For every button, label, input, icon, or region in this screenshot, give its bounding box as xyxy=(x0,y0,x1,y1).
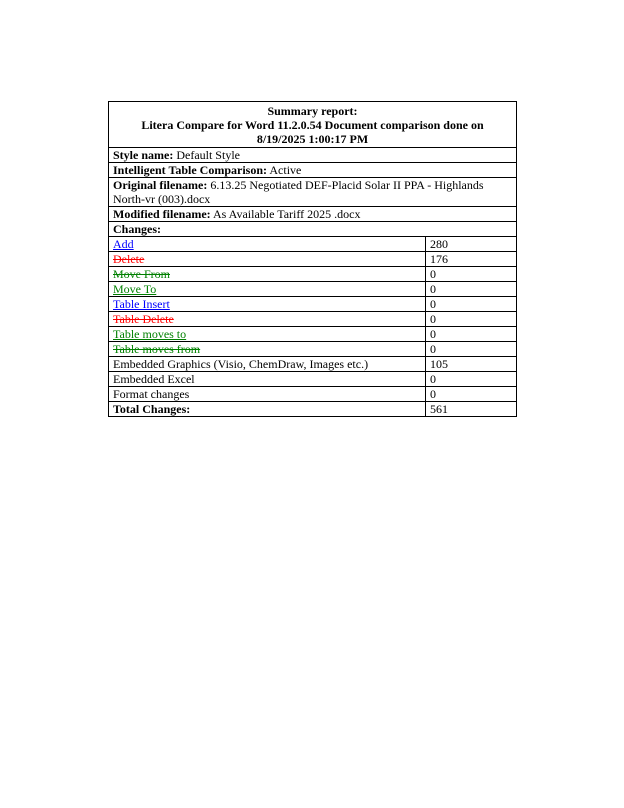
modified-filename-row xyxy=(109,207,517,222)
table-comparison-value: Active xyxy=(269,163,302,177)
changes-label: Changes: xyxy=(113,222,162,236)
table-row xyxy=(109,282,517,297)
change-label-embedded-graphics: Embedded Graphics (Visio, ChemDraw, Images etc.) xyxy=(113,357,369,371)
table-row xyxy=(109,252,517,267)
title-line-2: Litera Compare for Word 11.2.0.54 Document comparison done on xyxy=(141,118,484,132)
change-label-table-delete: Table Delete xyxy=(113,312,174,326)
original-filename-label: Original filename: xyxy=(113,178,208,192)
table-row xyxy=(109,357,517,372)
change-value-delete: 176 xyxy=(426,252,517,267)
table-row xyxy=(109,372,517,387)
change-value-move-to: 0 xyxy=(426,282,517,297)
change-value-add: 280 xyxy=(426,237,517,252)
changes-header-row xyxy=(109,222,517,237)
table-row xyxy=(109,297,517,312)
change-value-table-moves-to: 0 xyxy=(426,327,517,342)
original-filename-value: 6.13.25 Negotiated DEF-Placid Solar II PPA - Highlands North-vr (003).docx xyxy=(113,178,484,206)
total-changes-label: Total Changes: xyxy=(113,402,191,416)
original-filename-row xyxy=(109,178,517,207)
change-label-move-to: Move To xyxy=(113,282,157,296)
change-label-embedded-excel: Embedded Excel xyxy=(113,372,195,386)
table-row xyxy=(109,237,517,252)
change-value-embedded-graphics: 105 xyxy=(426,357,517,372)
table-row xyxy=(109,387,517,402)
total-changes-value: 561 xyxy=(426,402,517,417)
change-label-delete: Delete xyxy=(113,252,145,266)
change-label-table-insert: Table Insert xyxy=(113,297,170,311)
report-title xyxy=(109,102,517,148)
table-row xyxy=(109,312,517,327)
table-row xyxy=(109,267,517,282)
change-value-embedded-excel: 0 xyxy=(426,372,517,387)
change-label-table-moves-to: Table moves to xyxy=(113,327,187,341)
title-line-1: Summary report: xyxy=(267,104,358,118)
change-label-format-changes: Format changes xyxy=(113,387,190,401)
table-row xyxy=(109,327,517,342)
total-changes-row xyxy=(109,402,517,417)
table-row xyxy=(109,342,517,357)
title-row xyxy=(109,102,517,148)
change-label-add: Add xyxy=(113,237,134,251)
title-line-3: 8/19/2025 1:00:17 PM xyxy=(256,132,369,146)
modified-filename-label: Modified filename: xyxy=(113,207,211,221)
change-value-table-delete: 0 xyxy=(426,312,517,327)
style-name-label: Style name: xyxy=(113,148,174,162)
table-comparison-row xyxy=(109,163,517,178)
change-label-move-from: Move From xyxy=(113,267,170,281)
table-comparison-label: Intelligent Table Comparison: xyxy=(113,163,268,177)
change-value-format-changes: 0 xyxy=(426,387,517,402)
style-name-row xyxy=(109,148,517,163)
change-label-table-moves-from: Table moves from xyxy=(113,342,201,356)
change-value-table-moves-from: 0 xyxy=(426,342,517,357)
change-value-table-insert: 0 xyxy=(426,297,517,312)
change-value-move-from: 0 xyxy=(426,267,517,282)
modified-filename-value: As Available Tariff 2025 .docx xyxy=(213,207,361,221)
style-name-value: Default Style xyxy=(176,148,240,162)
summary-report-table xyxy=(108,101,517,417)
